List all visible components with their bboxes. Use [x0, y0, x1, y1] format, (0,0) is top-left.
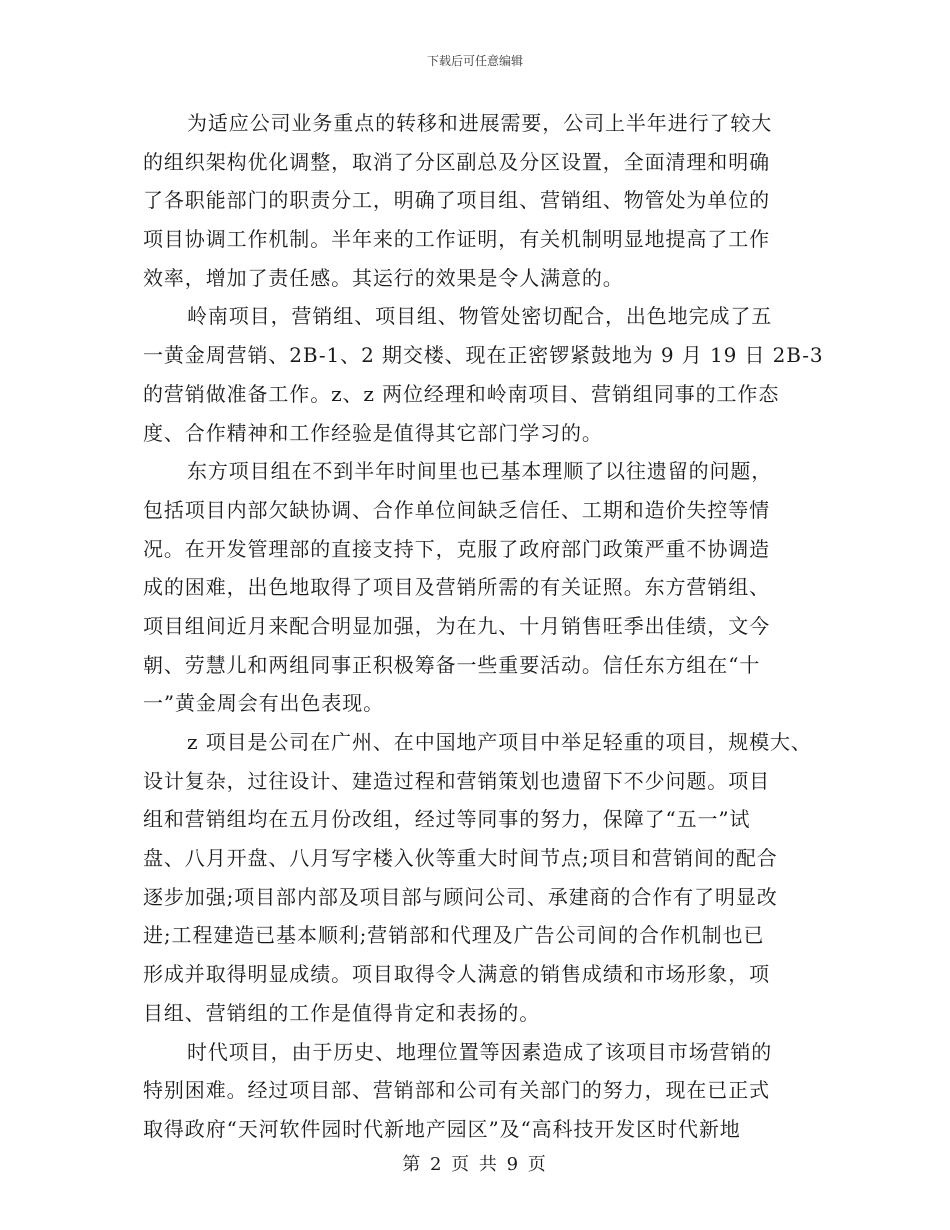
- text-line: 特别困难。经过项目部、营销部和公司有关部门的努力，现在已正式: [143, 1078, 770, 1103]
- text-line: 度、合作精神和工作经验是值得其它部门学习的。: [143, 420, 603, 445]
- text-line: 一”黄金周会有出色表现。: [143, 691, 385, 716]
- text-line: 形成并取得明显成绩。项目取得令人满意的销售成绩和市场形象，项: [143, 962, 770, 987]
- text-line: 况。在开发管理部的直接支持下，克服了政府部门政策严重不协调造: [143, 536, 770, 561]
- text-line: z 项目是公司在广州、在中国地产项目中举足轻重的项目，规模大、: [187, 730, 812, 754]
- page-number: 第 2 页 共 9 页: [402, 1154, 548, 1175]
- paragraph: [143, 104, 808, 297]
- text-line: 项目协调工作机制。半年来的工作证明，有关机制明显地提高了工作: [143, 227, 770, 252]
- text-line: 组和营销组均在五月份改组，经过等同事的努力，保障了“五一”试: [143, 807, 751, 832]
- text-line: 项目组间近月来配合明显加强，为在九、十月销售旺季出佳绩，文今: [143, 613, 770, 638]
- text-line: 东方项目组在不到半年时间里也已基本理顺了以往遗留的问题，: [187, 459, 773, 484]
- text-line: 效率，增加了责任感。其运行的效果是令人满意的。: [143, 265, 624, 290]
- text-line: 时代项目，由于历史、地理位置等因素造成了该项目市场营销的: [187, 1039, 773, 1064]
- text-line: 成的困难，出色地取得了项目及营销所需的有关证照。东方营销组、: [143, 575, 770, 600]
- text-line: 进;工程建造已基本顺利;营销部和代理及广告公司间的合作机制也已: [143, 923, 765, 948]
- text-line: 包括项目内部欠缺协调、合作单位间缺乏信任、工期和造价失控等情: [143, 497, 770, 522]
- text-line: 设计复杂，过往设计、建造过程和营销策划也遗留下不少问题。项目: [143, 768, 770, 793]
- text-line: 一黄金周营销、2B-1、2 期交楼、现在正密锣紧鼓地为 9 月 19 日 2B-3: [143, 343, 824, 368]
- text-line: 的组织架构优化调整，取消了分区副总及分区设置，全面清理和明确: [143, 149, 770, 174]
- text-line: 岭南项目，营销组、项目组、物管处密切配合，出色地完成了五: [187, 304, 773, 329]
- page-header: 下载后可任意编辑: [426, 54, 523, 68]
- paragraph: [143, 297, 824, 452]
- text-line: 盘、八月开盘、八月写字楼入伙等重大时间节点;项目和营销间的配合: [143, 846, 778, 871]
- text-line: 取得政府“天河软件园时代新地产园区”及“高科技开发区时代新地: [143, 1116, 741, 1141]
- paragraph: [143, 723, 812, 1033]
- text-line: 的营销做准备工作。z、z 两位经理和岭南项目、营销组同事的工作态: [143, 381, 780, 406]
- text-line: 朝、劳慧儿和两组同事正积极筹备一些重要活动。信任东方组在“十: [143, 652, 761, 677]
- text-line: 了各职能部门的职责分工，明确了项目组、营销组、物管处为单位的: [143, 188, 770, 213]
- document-body: [143, 104, 824, 1149]
- text-line: 目组、营销组的工作是值得肯定和表扬的。: [143, 1000, 541, 1025]
- paragraph: [143, 1033, 808, 1149]
- text-line: 逐步加强;项目部内部及项目部与顾问公司、承建商的合作有了明显改: [143, 884, 778, 909]
- text-line: 为适应公司业务重点的转移和进展需要，公司上半年进行了较大: [187, 111, 773, 135]
- paragraph: [143, 452, 808, 723]
